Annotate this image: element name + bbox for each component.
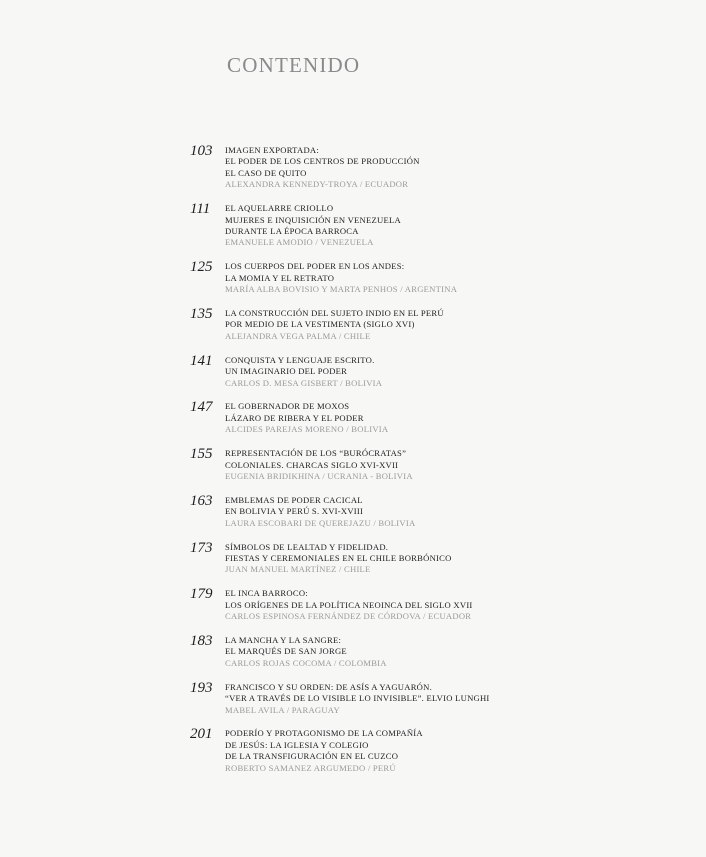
- toc-title-line: IMAGEN EXPORTADA:: [225, 145, 319, 155]
- toc-page-number: 111: [190, 201, 211, 218]
- toc-entry: [190, 588, 690, 622]
- toc-entry: [190, 261, 690, 295]
- toc-title-line: DE LA TRANSFIGURACIÓN EN EL CUZCO: [225, 751, 399, 762]
- toc-page-number: 183: [190, 633, 213, 649]
- toc-author: CARLOS ESPINOSA FERNÁNDEZ DE CÓRDOVA / ECUADOR: [225, 611, 472, 622]
- toc-title-line: EL CASO DE QUITO: [225, 167, 307, 178]
- toc-title-line: REPRESENTACIÓN DE LOS “BURÓCRATAS”: [225, 448, 407, 459]
- toc-entry-body: [225, 145, 690, 191]
- toc-page-number: 193: [190, 679, 213, 696]
- toc-author: ALEXANDRA KENNEDY-TROYA / ECUADOR: [225, 179, 409, 190]
- toc-title-line: LOS CUERPOS DEL PODER EN LOS ANDES:: [225, 261, 405, 272]
- toc-entry: [190, 305, 690, 342]
- toc-author: CARLOS ROJAS COCOMA / COLOMBIA: [225, 657, 387, 668]
- toc-title-line: LA CONSTRUCCIÓN DEL SUJETO INDIO EN EL PERÚ: [225, 307, 444, 318]
- toc-title-line: CONQUISTA Y LENGUAJE ESCRITO.: [225, 354, 375, 365]
- toc-title-line: EMBLEMAS DE PODER CACICAL: [225, 494, 363, 505]
- toc-entry: [190, 203, 690, 249]
- toc-title-line: POR MEDIO DE LA VESTIMENTA (SIGLO XVI): [225, 319, 415, 330]
- toc-entry: [190, 145, 690, 191]
- toc-author: EUGENIA BRIDIKHINA / UCRANIA - BOLIVIA: [225, 470, 413, 481]
- toc-title-line: LA MANCHA Y LA SANGRE:: [225, 635, 342, 645]
- toc-title-line: LÁZARO DE RIBERA Y EL PODER: [225, 412, 364, 423]
- toc-page-number: 147: [190, 399, 213, 416]
- toc-page-number: 173: [190, 539, 213, 556]
- toc-entry-body: [225, 728, 690, 774]
- toc-entry-body: [225, 401, 690, 435]
- toc-author: MARÍA ALBA BOVISIO Y MARTA PENHOS / ARGENTINA: [225, 284, 458, 295]
- toc-title-line: SÍMBOLOS DE LEALTAD Y FIDELIDAD.: [225, 541, 389, 552]
- toc-author: ROBERTO SAMANEZ ARGUMEDO / PERÚ: [225, 762, 396, 773]
- toc-author: JUAN MANUEL MARTÍNEZ / CHILE: [225, 564, 371, 575]
- toc-entry-body: [225, 355, 690, 389]
- toc-author: CARLOS D. MESA GISBERT / BOLIVIA: [225, 377, 383, 388]
- toc-author: ALEJANDRA VEGA PALMA / CHILE: [225, 330, 371, 341]
- toc-entry: [190, 635, 690, 669]
- toc-page-number: 163: [190, 492, 213, 509]
- toc-title-line: DURANTE LA ÉPOCA BARROCA: [225, 225, 359, 236]
- toc-title-line: FIESTAS Y CEREMONIALES EN EL CHILE BORBÓNICO: [225, 552, 452, 563]
- toc-entry: [190, 448, 690, 482]
- toc-title-line: UN IMAGINARIO DEL PODER: [225, 366, 348, 377]
- toc-page-number: 135: [190, 305, 213, 322]
- toc-title-line: LOS ORÍGENES DE LA POLÍTICA NEOINCA DEL SIGLO XVII: [225, 599, 473, 610]
- toc-entry: [190, 728, 690, 774]
- toc-entry-body: [225, 542, 690, 576]
- toc-author: EMANUELE AMODIO / VENEZUELA: [225, 237, 374, 248]
- toc-author: LAURA ESCOBARI DE QUEREJAZU / BOLIVIA: [225, 517, 416, 528]
- table-of-contents: [190, 145, 690, 774]
- toc-title-line: LA MOMIA Y EL RETRATO: [225, 272, 335, 283]
- toc-title-line: EN BOLIVIA Y PERÚ S. XVI-XVIII: [225, 506, 364, 517]
- toc-entry-body: [225, 261, 690, 295]
- toc-title-line: “VER A TRAVÉS DE LO VISIBLE LO INVISIBLE”. ELVIO LUNGHI: [225, 693, 490, 704]
- toc-title-line: PODERÍO Y PROTAGONISMO DE LA COMPAÑÍA: [225, 728, 423, 739]
- toc-entry: [190, 679, 690, 716]
- toc-entry-body: [225, 308, 690, 342]
- toc-title-line: EL MARQUÉS DE SAN JORGE: [225, 646, 347, 657]
- toc-page-number: 125: [190, 259, 213, 276]
- toc-entry-body: [225, 682, 690, 716]
- toc-title-line: EL AQUELARRE CRIOLLO: [225, 203, 334, 214]
- toc-entry: [190, 401, 690, 435]
- toc-title-line: DE JESÚS: LA IGLESIA Y COLEGIO: [225, 739, 369, 750]
- toc-page-number: 141: [190, 352, 213, 369]
- toc-author: ALCIDES PAREJAS MORENO / BOLIVIA: [225, 424, 389, 435]
- toc-page-number: 103: [190, 143, 213, 159]
- toc-author: MABEL AVILA / PARAGUAY: [225, 704, 340, 715]
- toc-entry-body: [225, 588, 690, 622]
- toc-entry: [190, 539, 690, 576]
- toc-entry-body: [225, 203, 690, 249]
- toc-title-line: MUJERES E INQUISICIÓN EN VENEZUELA: [225, 214, 401, 225]
- toc-entry-body: [225, 448, 690, 482]
- toc-entry-body: [225, 495, 690, 529]
- toc-page-number: 201: [190, 726, 213, 743]
- toc-title-line: EL PODER DE LOS CENTROS DE PRODUCCIÓN: [225, 156, 420, 167]
- toc-title-line: EL GOBERNADOR DE MOXOS: [225, 401, 350, 412]
- toc-title-line: EL INCA BARROCO:: [225, 588, 308, 599]
- toc-entry-body: [225, 635, 690, 669]
- page-title: CONTENIDO: [227, 53, 361, 77]
- toc-page-number: 155: [190, 446, 213, 463]
- toc-title-line: FRANCISCO Y SU ORDEN: DE ASÍS A YAGUARÓN.: [225, 681, 432, 692]
- toc-entry: [190, 492, 690, 529]
- toc-title-line: COLONIALES. CHARCAS SIGLO XVI-XVII: [225, 459, 399, 470]
- toc-page-number: 179: [190, 586, 213, 603]
- toc-entry: [190, 352, 690, 389]
